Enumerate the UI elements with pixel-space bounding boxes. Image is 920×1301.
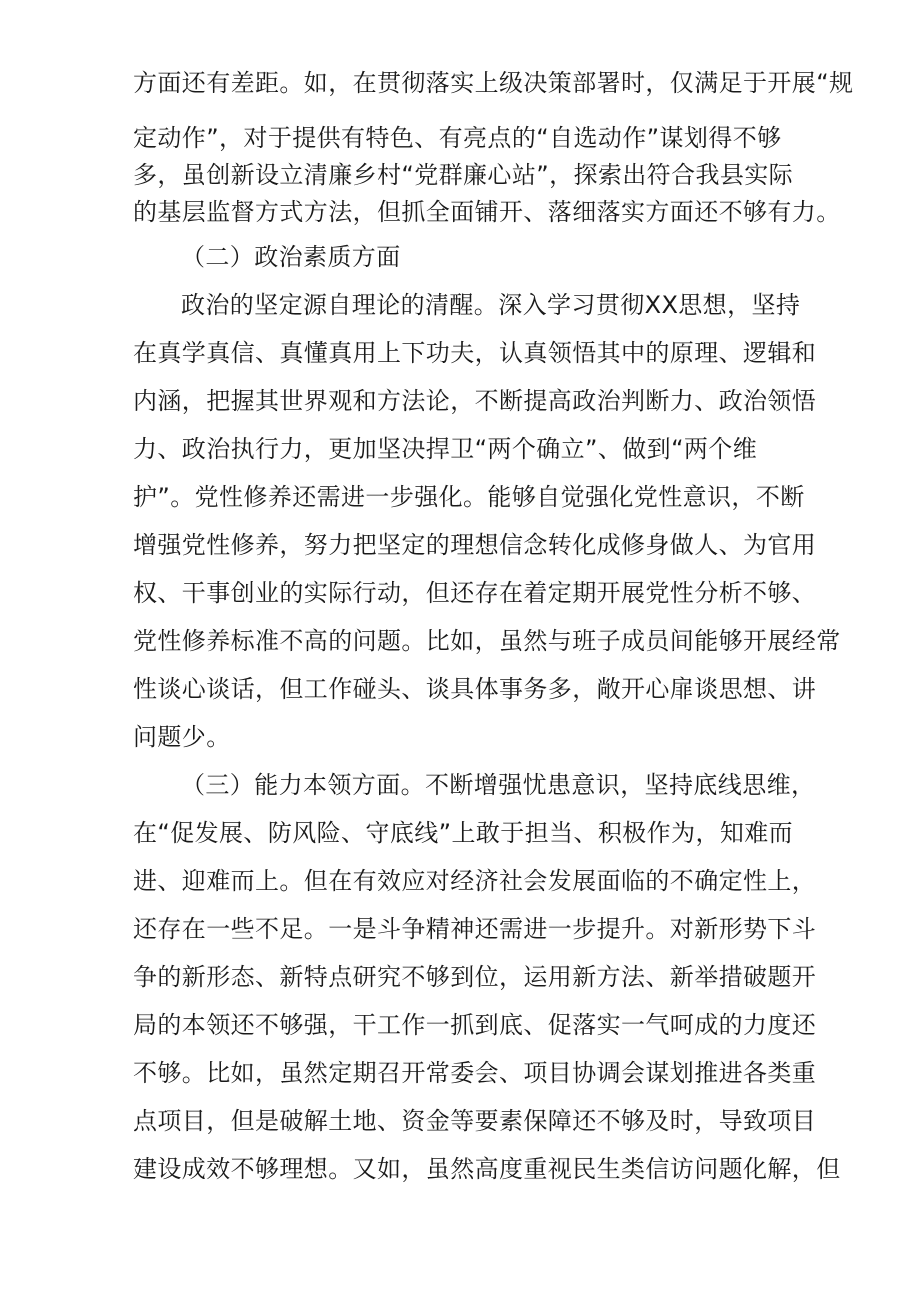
text-line: 建设成效不够理想。又如，虽然高度重视民生类信访问题化解，但: [133, 1155, 841, 1183]
text-line: 还存在一些不足。一是斗争精神还需进一步提升。对新形势下斗: [133, 915, 817, 943]
section-heading: （三）能力本领方面。不断增强忧患意识，坚持底线思维，: [181, 771, 816, 799]
text-line: 性谈心谈话，但工作碰头、谈具体事务多，敞开心扉谈思想、讲: [133, 675, 817, 703]
text-line: 进、迎难而上。但在有效应对经济社会发展面临的不确定性上，: [133, 867, 817, 895]
text-line: 权、干事创业的实际行动，但还存在着定期开展党性分析不够、: [133, 579, 817, 607]
text-line: 在“促发展、防风险、守底线”上敢于担当、积极作为，知难而: [133, 819, 794, 847]
text-line: 的基层监督方式方法，但抓全面铺开、落细落实方面还不够有力。: [133, 198, 841, 226]
text-line: 政治的坚定源自理论的清醒。深入学习贯彻XX思想，坚持: [181, 291, 801, 319]
text-line: 不够。比如，虽然定期召开常委会、项目协调会谋划推进各类重: [133, 1059, 817, 1087]
text-line: 争的新形态、新特点研究不够到位，运用新方法、新举措破题开: [133, 963, 817, 991]
text-line: 力、政治执行力，更加坚决捍卫“两个确立”、做到“两个维: [133, 435, 758, 463]
text-line: 定动作”，对于提供有特色、有亮点的“自选动作”谋划得不够: [133, 124, 782, 152]
text-line: 点项目，但是破解土地、资金等要素保障还不够及时，导致项目: [133, 1107, 817, 1135]
section-heading: （二）政治素质方面: [181, 243, 401, 271]
text-line: 方面还有差距。如，在贯彻落实上级决策部署时，仅满足于开展“规: [133, 69, 854, 97]
text-line: 在真学真信、真懂真用上下功夫，认真领悟其中的原理、逻辑和: [133, 339, 817, 367]
text-line: 多，虽创新设立清廉乡村“党群廉心站”，探索出符合我县实际: [133, 161, 794, 189]
text-line: 护”。党性修养还需进一步强化。能够自觉强化党性意识，不断: [133, 483, 805, 511]
text-line: 增强党性修养，努力把坚定的理想信念转化成修身做人、为官用: [133, 531, 817, 559]
text-line: 局的本领还不够强，干工作一抓到底、促落实一气呵成的力度还: [133, 1011, 817, 1039]
text-line: 内涵，把握其世界观和方法论，不断提高政治判断力、政治领悟: [133, 387, 817, 415]
text-line: 问题少。: [133, 723, 231, 751]
text-line: 党性修养标准不高的问题。比如，虽然与班子成员间能够开展经常: [133, 627, 841, 655]
